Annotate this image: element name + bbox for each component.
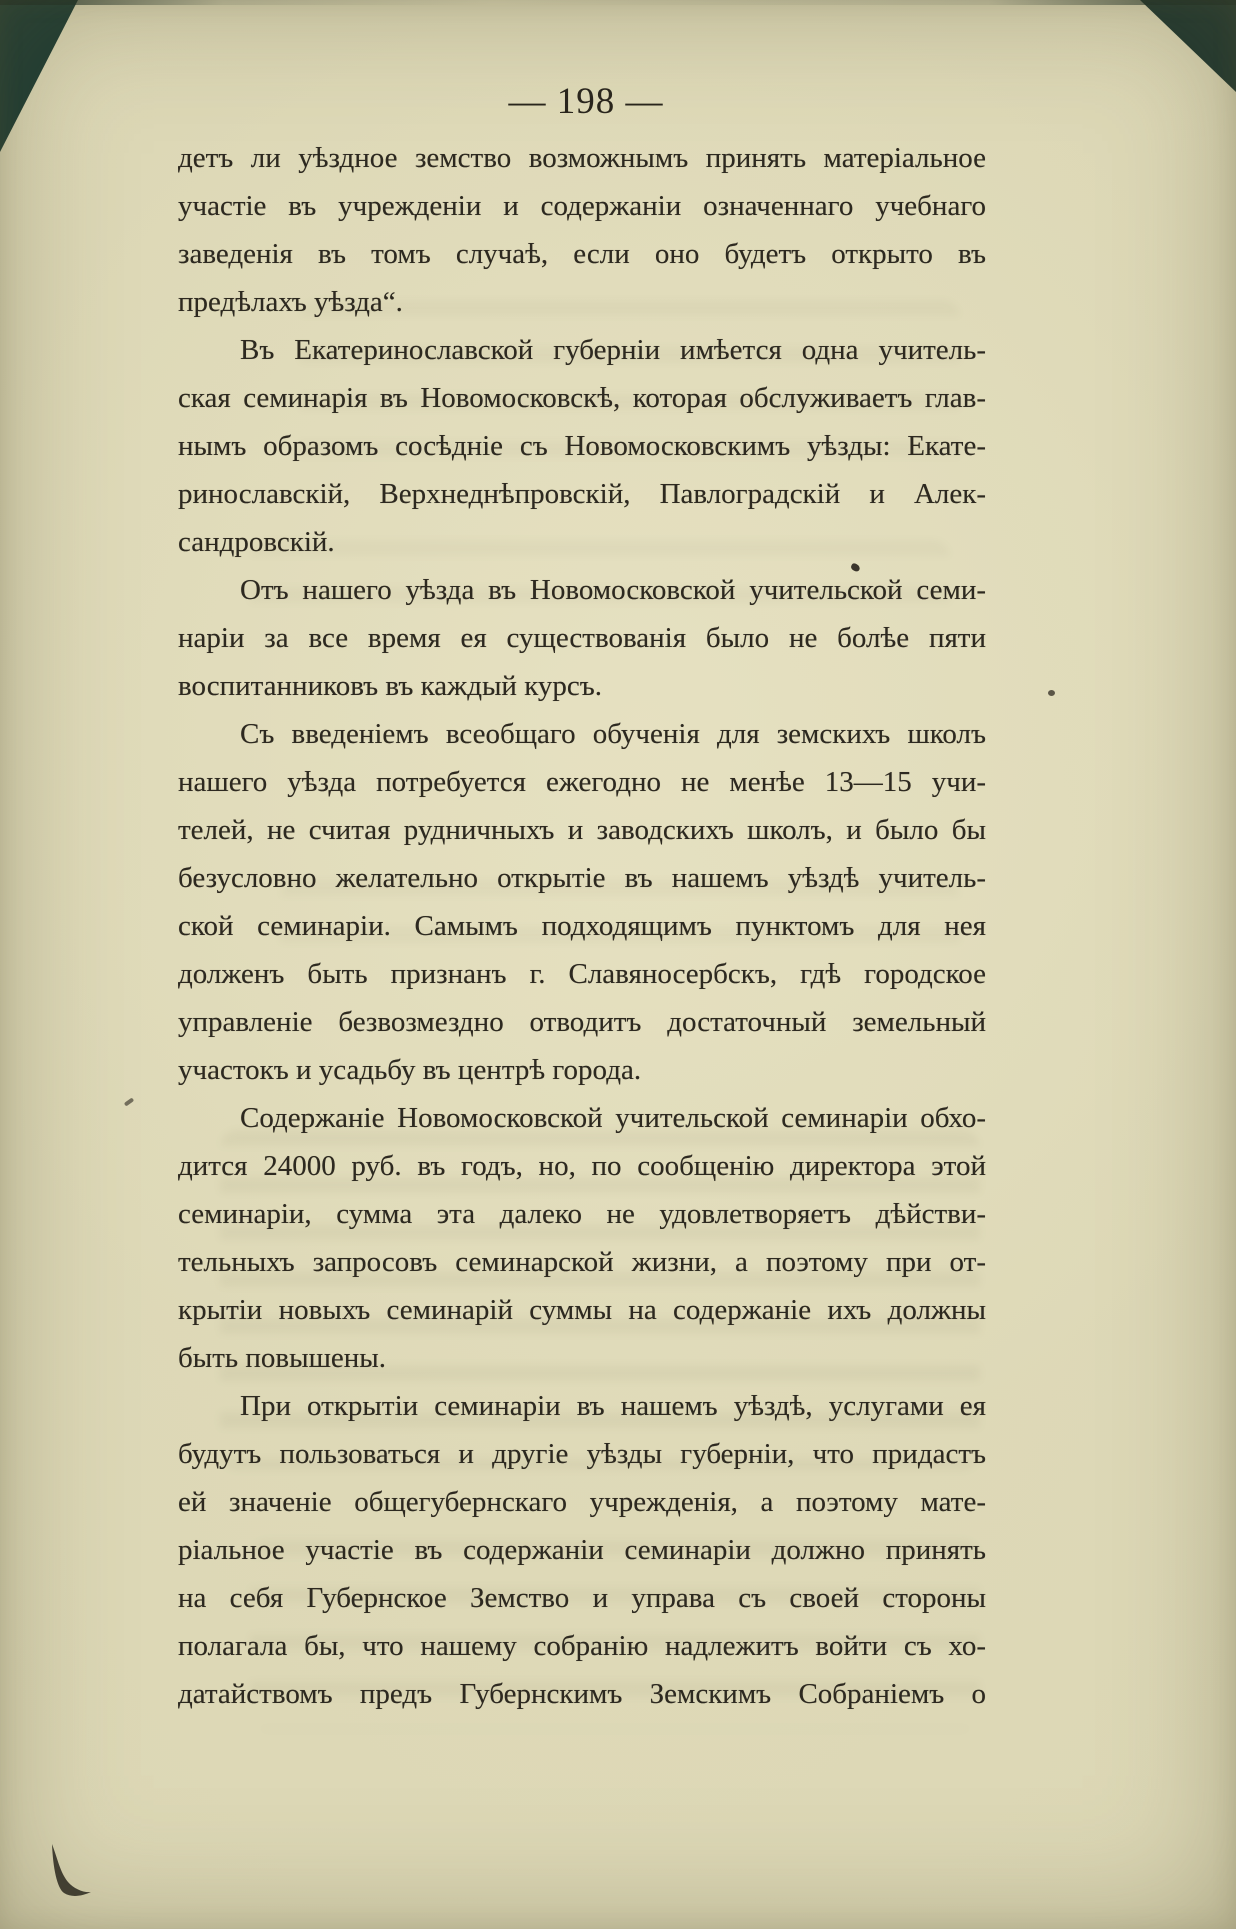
text-line: предѣлахъ уѣзда“. <box>178 286 403 318</box>
text-line: управленіе безвозмездно отводитъ достаточный земельный <box>178 1006 986 1038</box>
text-line: на себя Губернское Земство и управа съ своей стороны <box>178 1582 986 1614</box>
text-line: датайствомъ предъ Губернскимъ Земскимъ Собраніемъ о <box>178 1678 986 1710</box>
text-line: Отъ нашего уѣзда въ Новомосковской учительской семи- <box>240 574 986 606</box>
text-line: детъ ли уѣздное земство возможнымъ принять матеріальное <box>178 142 986 174</box>
paragraph <box>178 326 986 566</box>
text-line: безусловно желательно открытіе въ нашемъ уѣздѣ учитель- <box>178 862 986 894</box>
scan-top-edge-shadow <box>0 0 1236 5</box>
paragraph <box>178 1094 986 1382</box>
text-line: будутъ пользоваться и другіе уѣзды губерніи, что придастъ <box>178 1438 986 1470</box>
text-line: телей, не считая рудничныхъ и заводскихъ школъ, и было бы <box>178 814 986 846</box>
text-line: нашего уѣзда потребуется ежегодно не менѣе 13—15 учи- <box>178 766 986 798</box>
text-line: ріальное участіе въ содержаніи семинаріи должно принять <box>178 1534 986 1566</box>
paragraph <box>178 134 986 326</box>
page-body <box>178 134 986 1718</box>
paragraph <box>178 566 986 710</box>
text-line: сандровскій. <box>178 526 335 558</box>
text-line: нымъ образомъ сосѣдніе съ Новомосковскимъ уѣзды: Екате- <box>178 430 986 462</box>
text-line: тельныхъ запросовъ семинарской жизни, а поэтому при от- <box>178 1246 986 1278</box>
paragraph <box>178 710 986 1094</box>
text-line: ей значеніе общегубернскаго учрежденія, а поэтому мате- <box>178 1486 986 1518</box>
ink-mark-squiggle <box>44 1838 96 1908</box>
text-line: воспитанниковъ въ каждый курсъ. <box>178 670 602 702</box>
text-line: наріи за все время ея существованія было не болѣе пяти <box>178 622 986 654</box>
text-line: быть повышены. <box>178 1342 387 1374</box>
text-line: участіе въ учрежденіи и содержаніи означеннаго учебнаго <box>178 190 986 222</box>
text-line: Съ введеніемъ всеобщаго обученія для земскихъ школъ <box>240 718 986 750</box>
text-line: ская семинарія въ Новомосковскѣ, которая обслуживаетъ глав- <box>178 382 986 414</box>
text-line: участокъ и усадьбу въ центрѣ города. <box>178 1054 642 1086</box>
ink-speck <box>1048 690 1055 696</box>
text-line: дится 24000 руб. въ годъ, но, по сообщенію директора этой <box>178 1150 986 1182</box>
text-line: При открытіи семинаріи въ нашемъ уѣздѣ, услугами ея <box>240 1390 986 1422</box>
text-line: ской семинаріи. Самымъ подходящимъ пунктомъ для нея <box>178 910 986 942</box>
text-line: крытіи новыхъ семинарій суммы на содержаніе ихъ должны <box>178 1294 986 1326</box>
text-line: ринославскій, Верхнеднѣпровскій, Павлоградскій и Алек- <box>178 478 986 510</box>
text-line: Въ Екатеринославской губерніи имѣется одна учитель- <box>240 334 986 366</box>
text-line: долженъ быть признанъ г. Славяносербскъ, гдѣ городское <box>178 958 986 990</box>
page-number: — 198 — <box>508 81 664 122</box>
text-line: Содержаніе Новомосковской учительской семинаріи обхо- <box>240 1102 986 1134</box>
text-line: заведенія въ томъ случаѣ, если оно будетъ открыто въ <box>178 238 986 270</box>
text-line: полагала бы, что нашему собранію надлежитъ войти съ хо- <box>178 1630 986 1662</box>
paragraph <box>178 1382 986 1718</box>
text-line: семинаріи, сумма эта далеко не удовлетворяетъ дѣйстви- <box>178 1198 986 1230</box>
